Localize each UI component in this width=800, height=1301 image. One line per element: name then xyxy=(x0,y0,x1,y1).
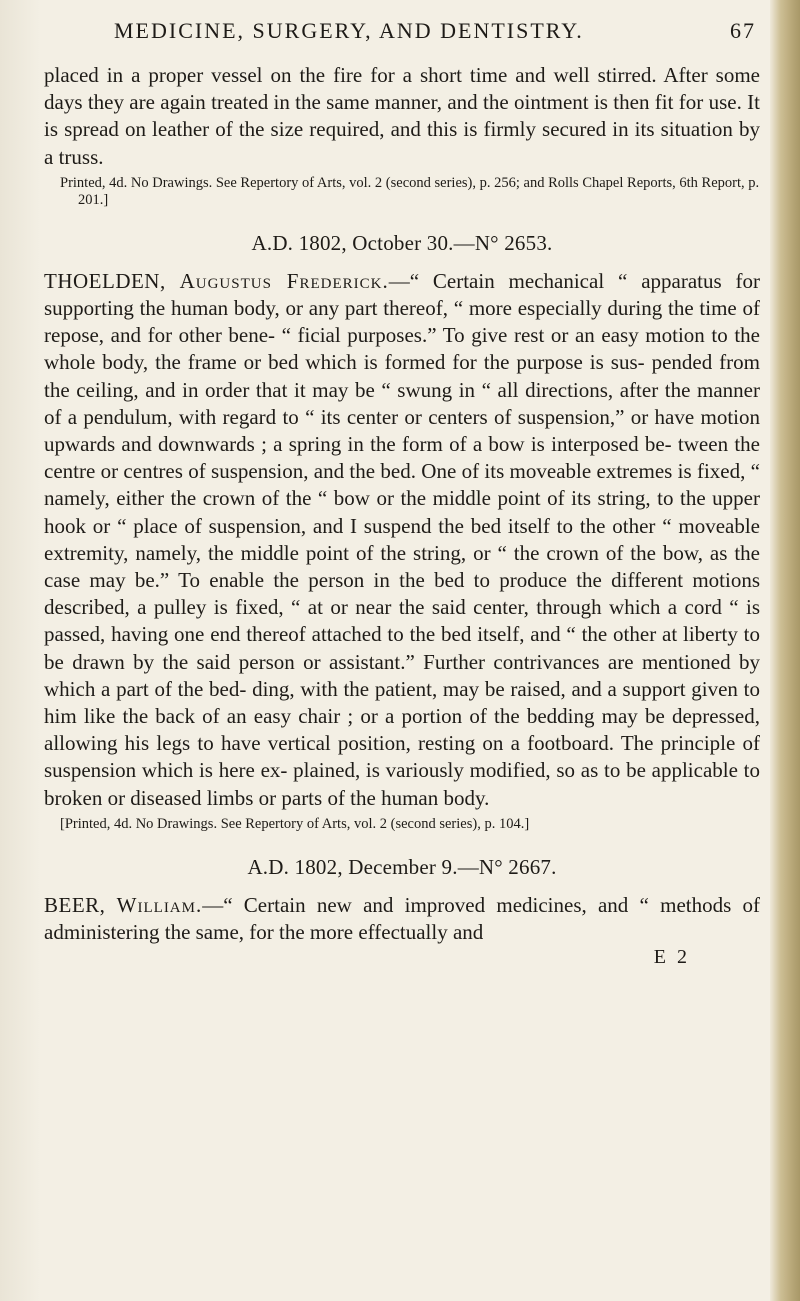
signature-mark: E 2 xyxy=(653,946,690,969)
entry-surname: BEER, xyxy=(44,892,106,917)
page-right-edge xyxy=(770,0,800,1301)
running-header xyxy=(44,18,760,44)
opening-paragraph: placed in a proper vessel on the fire for a short time and well stirred. After some days they are again treated in the same manner, and the ointment is then fit for use. It is spread on leather of the size required, and this is firmly secured in its situation by a truss. xyxy=(44,63,760,169)
page-left-edge xyxy=(0,0,40,1301)
entry-body-2667 xyxy=(44,892,760,946)
entry-surname: THOELDEN, xyxy=(44,268,166,293)
page-number: 67 xyxy=(730,18,756,43)
entry-heading-2653: A.D. 1802, October 30.—N° 2653. xyxy=(251,230,553,255)
document-page xyxy=(44,18,760,969)
entry-heading-2667: A.D. 1802, December 9.—N° 2667. xyxy=(247,854,557,879)
entry-note-2653: [Printed, 4d. No Drawings. See Repertory of Arts, vol. 2 (second series), p. 104.] xyxy=(60,815,530,832)
entry-forenames: Augustus Frederick. xyxy=(179,268,389,293)
entry-body-2653 xyxy=(44,268,760,812)
entry-text: —“ Certain mechanical “ apparatus for supporting the human body, or any part thereof, “ more especially during the time of repose, and for other bene- “ ficial purposes.” To give rest or an easy motion to the whole body, the frame or bed which is formed for the purpose is sus- pended from the ceiling, and in order that it may be “ swung in “ all directions, after the manner of a pendulum, with regard to “ its center or centers of suspension,” or have motion upwards and downwards ; a spring in the form of a bow is interposed be- tween the centre or centres of suspension, and the bed. One of its moveable extremes is fixed, “ namely, either the crown of the “ bow or the middle point of its string, to the upper hook or “ place of suspension, and I suspend the bed itself to the other “ moveable extremity, namely, the middle point of the string, or “ the crown of the bow, as the case may be.” To enable the person in the bed to produce the different motions described, a pulley is fixed, “ at or near the said center, through which a cord “ is passed, having one end thereof attached to the bed itself, and “ the other at liberty to be drawn by the said person or assistant.” Further contrivances are mentioned by which a part of the bed- ding, with the patient, may be raised, and a support given to him like the back of an easy chair ; or a portion of the bedding may be depressed, allowing his legs to have vertical position, resting on a footboard. The principle of suspension which is here ex- plained, is variously modified, so as to be applicable to broken or diseased limbs or parts of the human body. xyxy=(44,268,760,810)
opening-note: Printed, 4d. No Drawings. See Repertory of Arts, vol. 2 (second series), p. 256; and Rolls Chapel Reports, 6th Report, p. 201.] xyxy=(60,174,760,208)
entry-text: —“ Certain new and improved medicines, and “ methods of administering the same, for the more effectually and xyxy=(44,892,761,945)
entry-forenames: William. xyxy=(116,892,203,917)
running-title: MEDICINE, SURGERY, AND DENTISTRY. xyxy=(114,18,584,43)
